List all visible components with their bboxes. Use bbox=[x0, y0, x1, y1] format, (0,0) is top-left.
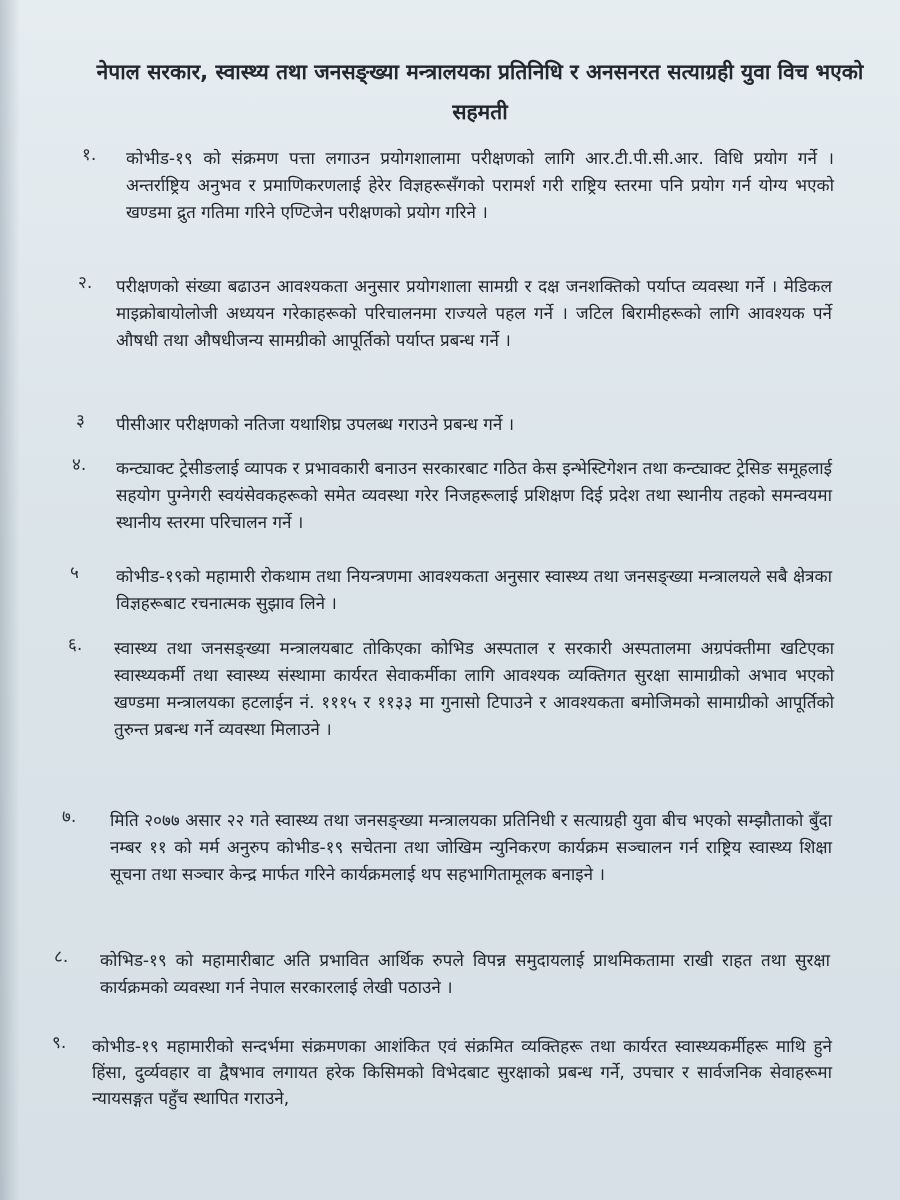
item-text: परीक्षणको संख्या बढाउन आवश्यकता अनुसार प्रयोगशाला सामग्री र दक्ष जनशक्तिको पर्याप्त व्यवस्था गर्ने । मेडिकल माइक्रोबायोलोजी अध्ययन गरेकाहरूको परिचालनमा राज्यले पहल गर्ने । जटिल बिरामीहरूको लागि आवश्यक पर्ने औषधी तथा औषधीजन्य सामग्रीको आपूर्तिको पर्याप्त प्रबन्ध गर्ने । bbox=[116, 277, 832, 351]
document-title: नेपाल सरकार, स्वास्थ्य तथा जनसङ्ख्या मन्त्रालयका प्रतिनिधि र अनसनरत सत्याग्रही युवा विच भएको सहमती bbox=[96, 60, 864, 124]
item-text: पीसीआर परीक्षणको नतिजा यथाशिघ्र उपलब्ध गराउने प्रबन्ध गर्ने । bbox=[116, 415, 515, 435]
item-text: कन्ट्याक्ट ट्रेसीङलाई व्यापक र प्रभावकारी बनाउन सरकारबाट गठित केस इन्भेस्टिगेशन तथा कन्ट्याक्ट ट्रेसिङ समूहलाई सहयोग पुग्नेगरी स्वयंसेवकहरूको समेत व्यवस्था गरेर निजहरूलाई प्रशिक्षण दिई प्रदेश तथा स्थानीय तहको समन्वयमा स्थानीय स्तरमा परिचालन गर्ने । bbox=[116, 459, 832, 533]
item-text: कोभीड-१९को महामारी रोकथाम तथा नियन्त्रणमा आवश्यकता अनुसार स्वास्थ्य तथा जनसङ्ख्या मन्त्रालयले सबै क्षेत्रका विज्ञहरूबाट रचनात्मक सुझाव लिने । bbox=[116, 567, 832, 614]
item-text: मिति २०७७ असार २२ गते स्वास्थ्य तथा जनसङ्ख्या मन्त्रालयका प्रतिनिधी र सत्याग्रही युवा बीच भएको सम्झौताको बुँदा नम्बर ११ को मर्म अनुरुप कोभीड-१९ सचेतना तथा जोखिम न्युनिकरण कार्यक्रम सञ्चालन गर्न राष्ट्रिय स्वास्थ्य शिक्षा सूचना तथा सञ्चार केन्द्र मार्फत गरिने कार्यक्रमलाई थप सहभागितामूलक बनाइने । bbox=[110, 811, 832, 885]
item-text: कोभिड-१९ को महामारीबाट अति प्रभावित आर्थिक रुपले विपन्न समुदायलाई प्राथमिकतामा राखी राहत तथा सुरक्षा कार्यक्रमको व्यवस्था गर्न नेपाल सरकारलाई लेखी पठाउने । bbox=[100, 951, 830, 998]
item-number: ७. bbox=[62, 807, 77, 827]
item-text: स्वास्थ्य तथा जनसङ्ख्या मन्त्रालयबाट तोकिएका कोभिड अस्पताल र सरकारी अस्पतालमा अग्रपंक्तीमा खटिएका स्वास्थ्यकर्मी तथा स्वास्थ्य संस्थामा कार्यरत सेवाकर्मीका लागि आवश्यक व्यक्तिगत सुरक्षा सामाग्रीको अभाव भएको खण्डमा मन्त्रालयका हटलाईन नं. १११५ र ११३३ मा गुनासो टिपाउने र आवश्यकता बमोजिमको सामाग्रीको आपूर्तिको तुरुन्त प्रबन्ध गर्ने व्यवस्था मिलाउने । bbox=[114, 639, 834, 740]
item-number: ४. bbox=[72, 455, 87, 475]
item-text: कोभीड-१९ महामारीको सन्दर्भमा संक्रमणका आशंकित एवं संक्रमित व्यक्तिहरू तथा कार्यरत स्वास्थ्यकर्मीहरू माथि हुने हिंसा, दुर्व्यवहार वा द्वैषभाव लगायत हरेक किसिमको विभेदबाट सुरक्षाको प्रबन्ध गर्ने, उपचार र सार्वजनिक सेवाहरूमा न्यायसङ्गत पहुँच स्थापित गराउने, bbox=[92, 1037, 832, 1109]
item-number: २. bbox=[78, 273, 93, 293]
item-number: ९. bbox=[52, 1033, 67, 1053]
item-number: ३ bbox=[76, 411, 85, 431]
item-number: ६. bbox=[68, 635, 83, 655]
page-edge-shadow bbox=[0, 0, 20, 1200]
item-number: ८. bbox=[54, 947, 69, 967]
item-number: ५ bbox=[70, 563, 79, 583]
item-text: कोभीड-१९ को संक्रमण पत्ता लगाउन प्रयोगशालामा परीक्षणको लागि आर.टी.पी.सी.आर. विधि प्रयोग गर्ने । अन्तर्राष्ट्रिय अनुभव र प्रमाणिकरणलाई हेरेर विज्ञहरूसँगको परामर्श गरी राष्ट्रिय स्तरमा पनि प्रयोग गर्न योग्य भएको खण्डमा द्रुत गतिमा गरिने एण्टिजेन परीक्षणको प्रयोग गरिने । bbox=[126, 149, 834, 223]
item-number: १. bbox=[82, 145, 97, 165]
